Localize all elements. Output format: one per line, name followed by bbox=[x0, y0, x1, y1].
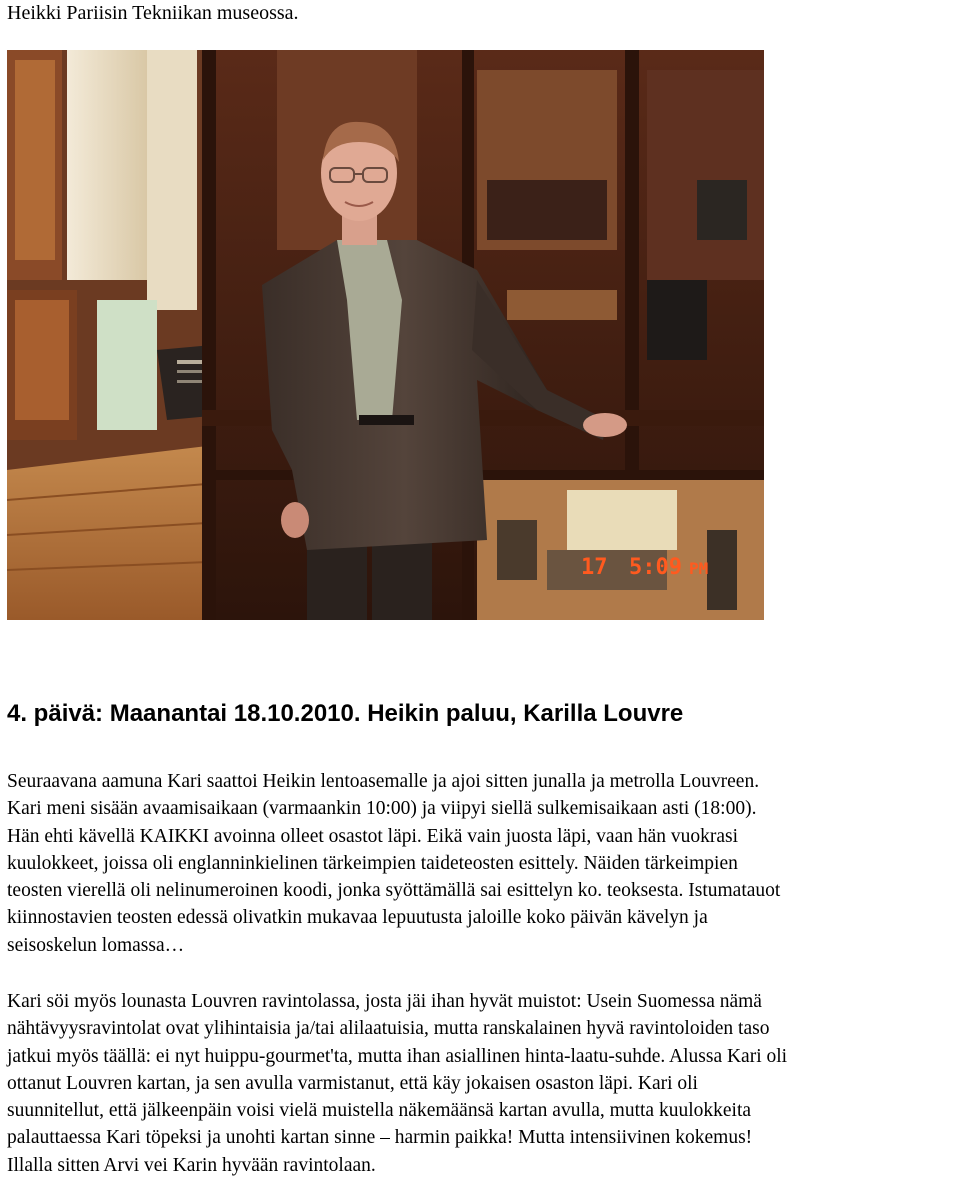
paragraph-line: Illalla sitten Arvi vei Karin hyvään ravintolaan. bbox=[7, 1154, 376, 1176]
paragraph-line: seisoskelun lomassa… bbox=[7, 934, 185, 956]
paragraph-line: Kari meni sisään avaamisaikaan (varmaankin 10:00) ja viipyi siellä sulkemisaikaan asti (18:00). bbox=[7, 798, 757, 820]
photo-time-stamp: 5:09 bbox=[629, 555, 682, 580]
paragraph-line: teosten vierellä oli nelinumeroinen koodi, jonka syöttämällä sai esittelyn ko. teoksesta. Istumatauot bbox=[7, 880, 781, 902]
paragraph-line: ottanut Louvren kartan, ja sen avulla varmistanut, että käy jokaisen osaston läpi. Kari oli bbox=[7, 1072, 698, 1094]
paragraph-louvre-lunch bbox=[7, 988, 959, 1179]
paragraph-line: nähtävyysravintolat ovat ylihintaisia ja/tai alilaatuisia, mutta ranskalainen hyvä ravintoloiden taso bbox=[7, 1018, 770, 1040]
paragraph-line: Kari söi myös lounasta Louvren ravintolassa, josta jäi ihan hyvät muistot: Usein Suomessa nämä bbox=[7, 991, 762, 1012]
photo-caption: Heikki Pariisin Tekniikan museossa. bbox=[7, 2, 299, 24]
paragraph-line: Hän ehti kävellä KAIKKI avoinna olleet osastot läpi. Eikä vain juosta läpi, vaan hän vuokrasi bbox=[7, 825, 739, 847]
museum-photo bbox=[7, 50, 764, 620]
paragraph-line: Seuraavana aamuna Kari saattoi Heikin lentoasemalle ja ajoi sitten junalla ja metrolla Louvreen. bbox=[7, 771, 760, 792]
day-heading: 4. päivä: Maanantai 18.10.2010. Heikin paluu, Karilla Louvre bbox=[7, 700, 684, 727]
paragraph-line: suunnitellut, että jälkeenpäin voisi vielä muistella näkemäänsä kartan avulla, mutta kuulokkeita bbox=[7, 1100, 752, 1122]
paragraph-line: kuulokkeet, joissa oli englanninkielinen tärkeimpien taideteosten esittely. Näiden tärkeimpien bbox=[7, 852, 738, 874]
photo-date-stamp: 17 bbox=[581, 555, 608, 580]
paragraph-louvre-visit bbox=[7, 768, 959, 959]
paragraph-line: kiinnostavien teosten edessä olivatkin mukavaa lepuutusta jaloille koko päivän kävelyn ja bbox=[7, 907, 708, 929]
photo-ampm-stamp: PM bbox=[689, 559, 709, 578]
paragraph-line: palauttaessa Kari töpeksi ja unohti kartan sinne – harmin paikka! Mutta intensiivinen kokemus! bbox=[7, 1127, 753, 1149]
paragraph-line: jatkui myös täällä: ei nyt huippu-gourmet'ta, mutta ihan asiallinen hinta-laatu-suhde. Alussa Kari oli bbox=[7, 1045, 788, 1067]
